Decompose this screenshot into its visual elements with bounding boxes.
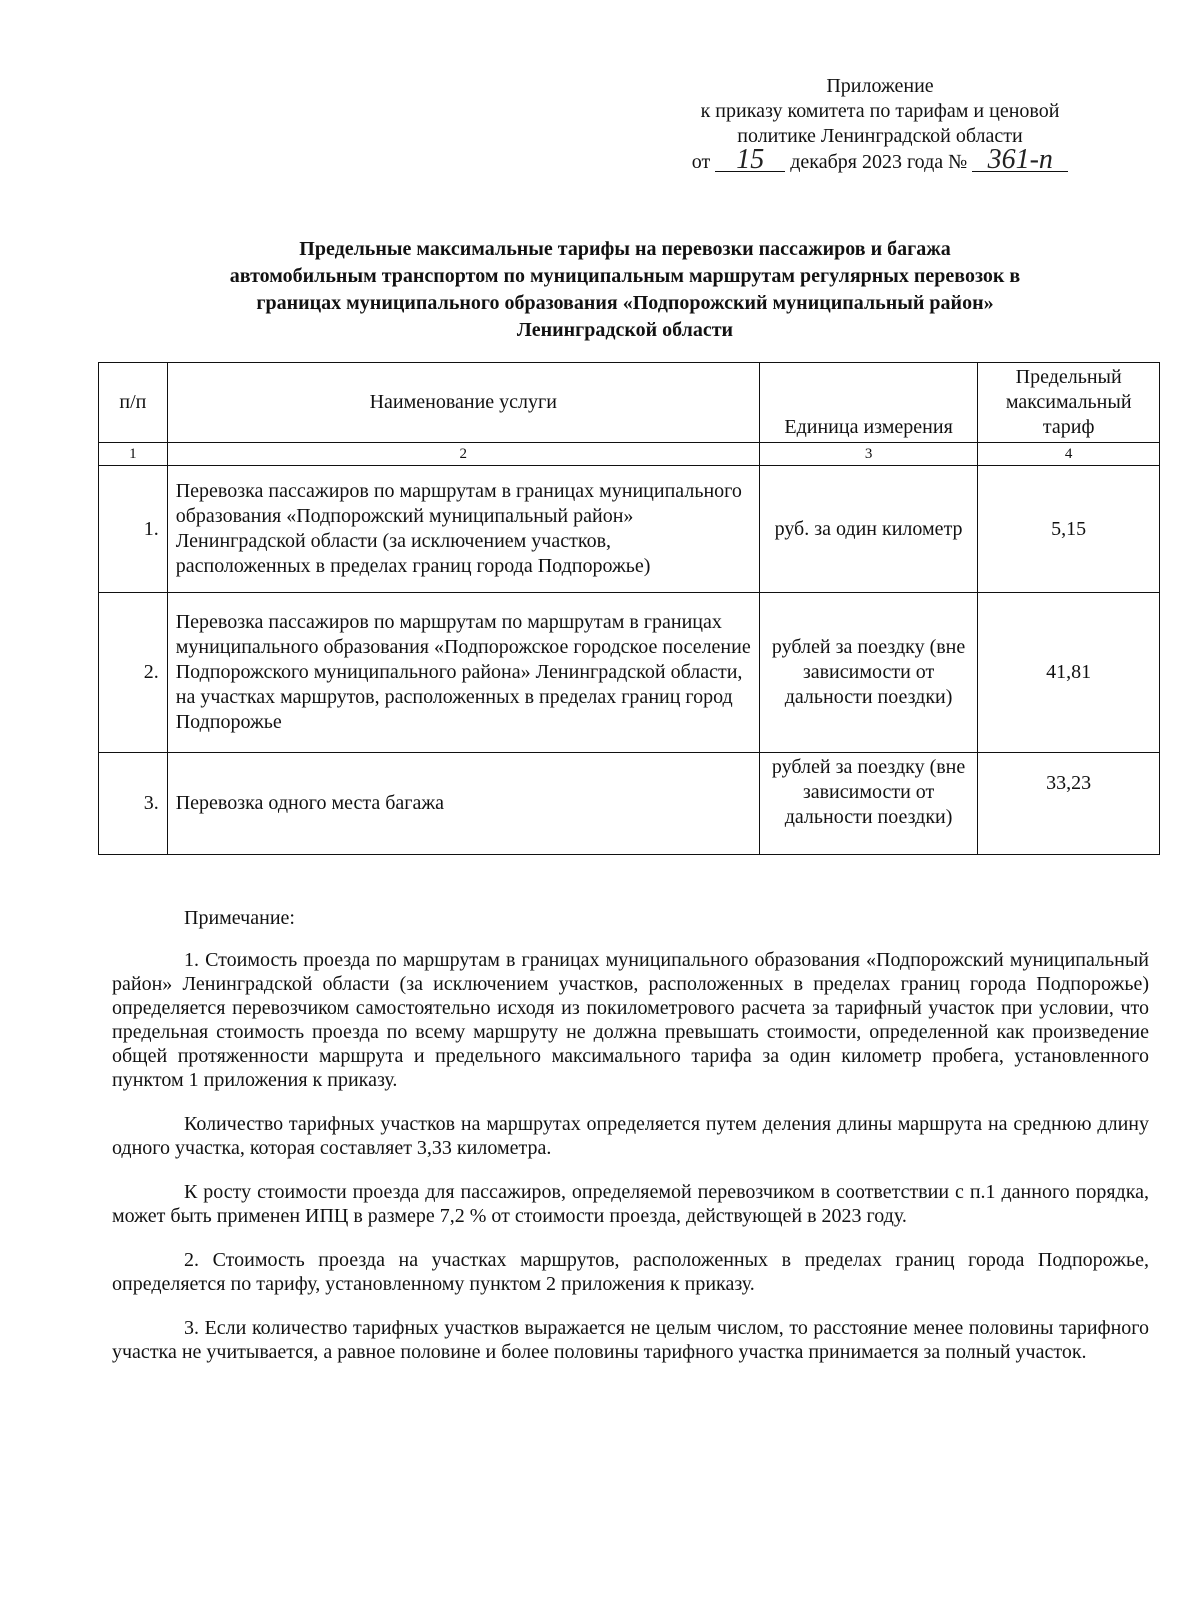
service-name: Перевозка одного места багажа [167,753,759,855]
title-line-2: автомобильным транспортом по муниципальным маршрутам регулярных перевозок в [229,265,1021,287]
header-tariff: Предельный максимальный тариф [978,363,1160,443]
appendix-label: Приложение [826,75,934,97]
note-paragraph: К росту стоимости проезда для пассажиров, определяемой перевозчиком в соответствии с п.1 данного порядка, может быть применен ИПЦ в размере 7,2 % от стоимости проезда, действующей в 2023 году. [112,1181,1149,1227]
table-row [99,466,1160,593]
row-number: 1. [99,466,168,593]
document-title [100,236,1150,344]
title-line-3: границах муниципального образования «Подпорожский муниципальный район» [256,292,994,314]
note-paragraph: 2. Стоимость проезда на участках маршрутов, расположенных в пределах границ города Подпорожье, определяется по тарифу, установленному пунктом 2 приложения к приказу. [112,1249,1149,1295]
date-suffix: декабря 2023 года № [790,151,968,173]
note-paragraph: 1. Стоимость проезда по маршрутам в границах муниципального образования «Подпорожский муниципальный район» Ленинградской области (за исключением участков, расположенных в пределах границ города Подпорожье) определяется перевозчиком самостоятельно исходя из покилометрового расчета за тарифный участок при условии, что предельная стоимость проезда по всему маршруту не должна превышать стоимости, определенной как произведение общей протяженности маршрута и предельного максимального тарифа за один километр пробега, установленного пунктом 1 приложения к приказу. [112,949,1149,1091]
appendix-header [620,74,1140,175]
header-num: п/п [99,363,168,443]
header-unit: Единица измерения [759,363,978,443]
header-service-name: Наименование услуги [167,363,759,443]
row-number: 3. [99,753,168,855]
tariff-value: 33,23 [978,753,1160,855]
notes-section [112,906,1149,1384]
note-paragraph: Количество тарифных участков на маршрутах определяется путем деления длины маршрута на среднюю длину одного участка, которая составляет 3,33 километра. [112,1113,1149,1159]
tariff-table [98,362,1160,855]
table-row [99,593,1160,753]
committee-line: политике Ленинградской области [737,125,1023,147]
title-line-1: Предельные максимальные тарифы на перевозки пассажиров и багажа [299,238,951,260]
service-name: Перевозка пассажиров по маршрутам в границах муниципального образования «Подпорожский муниципальный район» Ленинградской области (за исключением участков, расположенных в пределах границ города Подпорожье) [167,466,759,593]
col-index-3: 3 [759,443,978,466]
unit: рублей за поездку (вне зависимости от дальности поездки) [759,753,978,855]
tariff-value: 5,15 [978,466,1160,593]
table-header-row [99,363,1160,443]
tariff-value: 41,81 [978,593,1160,753]
order-date-line [620,144,1140,175]
col-index-4: 4 [978,443,1160,466]
row-number: 2. [99,593,168,753]
unit: рублей за поездку (вне зависимости от дальности поездки) [759,593,978,753]
note-paragraph: 3. Если количество тарифных участков выражается не целым числом, то расстояние менее половины тарифного участка не учитывается, а равное половине и более половины тарифного участка принимается за полный участок. [112,1317,1149,1363]
date-day-handwritten: 15 [715,149,785,172]
unit: руб. за один километр [759,466,978,593]
order-number-handwritten: 361-п [972,149,1068,172]
date-prefix: от [691,151,711,173]
service-name: Перевозка пассажиров по маршрутам по маршрутам в границах муниципального образования «Подпорожское городское поселение Подпорожского муниципального района» Ленинградской области, на участках маршрутов, расположенных в пределах границ город Подпорожье [167,593,759,753]
col-index-1: 1 [99,443,168,466]
column-index-row [99,443,1160,466]
col-index-2: 2 [167,443,759,466]
notes-heading: Примечание: [184,907,295,929]
title-line-4: Ленинградской области [516,319,734,341]
table-row [99,753,1160,855]
order-reference-line: к приказу комитета по тарифам и ценовой [700,100,1060,122]
